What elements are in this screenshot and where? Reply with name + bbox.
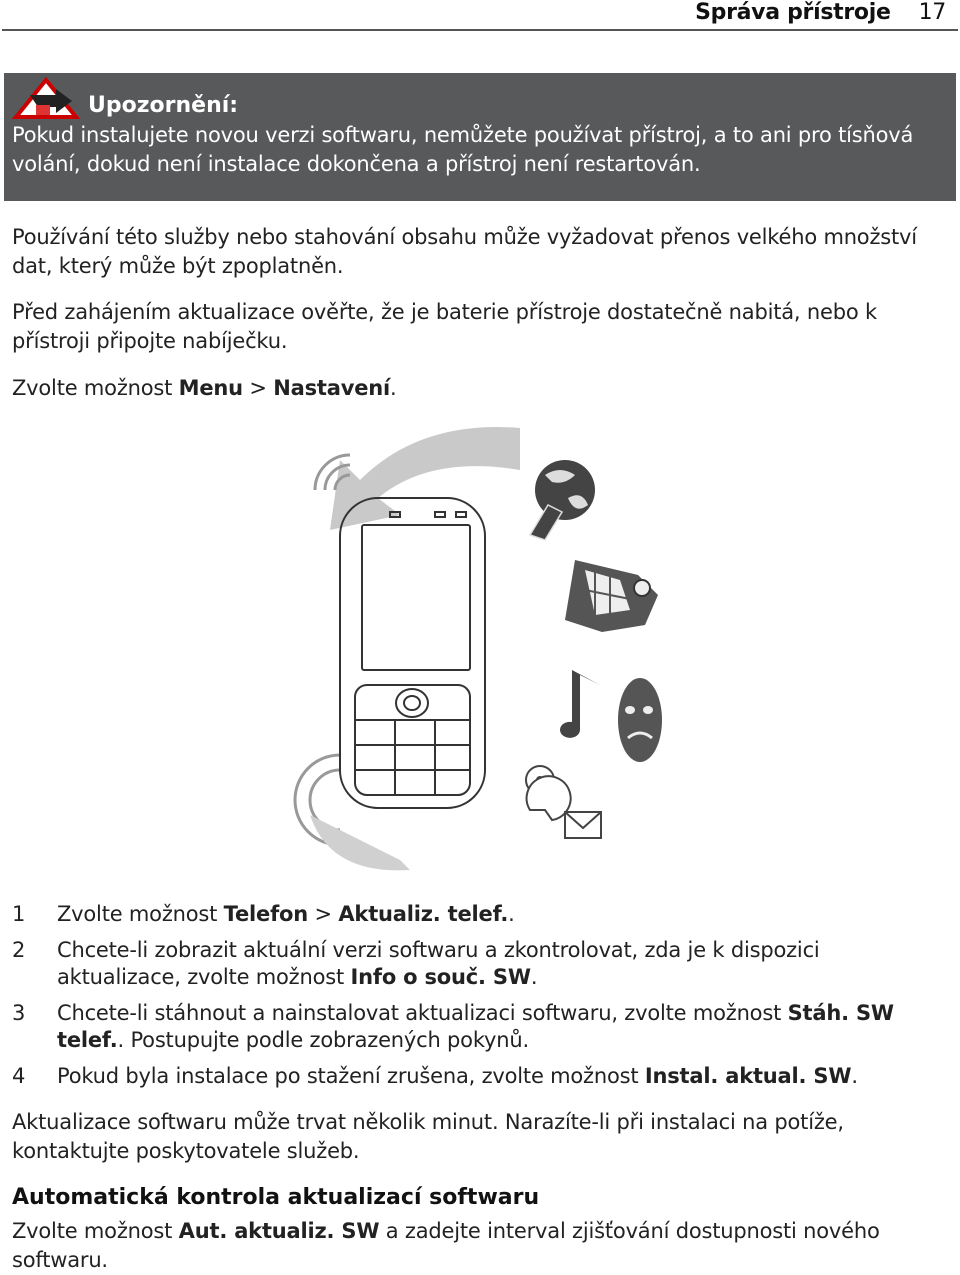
instal-option: Instal. aktual. SW [644,1064,852,1088]
map-icon [565,560,658,632]
phone-icon [340,498,485,808]
paragraph-battery: Před zahájením aktualizace ověřte, že je baterie přístroje dostatečně nabitá, nebo k přístroji připojte nabíječku. [12,300,877,353]
page-header [0,0,960,32]
globe-icon [530,460,595,540]
music-theatre-icon [560,670,662,762]
section-heading: Automatická kontrola aktualizací softwaru [12,1185,540,1210]
aut-aktualiz-option: Aut. aktualiz. SW [178,1219,380,1243]
header-rule [2,29,958,31]
paragraph-data-charges: Používání této služby nebo stahování obsahu může vyžadovat přenos velkého množství dat, který může být zpoplatněn. [12,225,917,278]
list-item: 3 Chcete-li stáhnout a nainstalovat aktualizaci softwaru, zvolte možnost Stáh. SW telef.. Postupujte podle zobrazených pokynů. [12,1001,894,1052]
paragraph-auto-update: Zvolte možnost Aut. aktualiz. SW a zadejte interval zjišťování dostupnosti nového softwaru. [12,1219,880,1272]
warning-box [4,73,956,201]
header-text [695,0,946,25]
stah-option: Stáh. SW telef. [57,1001,894,1052]
aktualiz-option: Aktualiz. telef. [338,902,509,926]
warning-triangle-hand-icon [12,77,82,121]
warning-title: Upozornění: [88,93,239,118]
chat-mail-icon [526,766,601,838]
warning-text: Pokud instalujete novou verzi softwaru, nemůžete používat přístroj, a to ani pro tísňová volání, dokud není instalace dokončena a přístroj není restartován. [12,123,914,176]
update-illustration [290,420,680,880]
info-option: Info o souč. SW [350,965,531,989]
step-list [12,901,942,1099]
paragraph-menu-path: Zvolte možnost Menu > Nastavení. [12,376,397,400]
settings-link: Nastavení [273,376,391,400]
menu-path-sep: > [242,376,274,400]
header-title: Správa přístroje [695,0,891,25]
list-item: 2 Chcete-li zobrazit aktuální verzi softwaru a zkontrolovat, zda je k dispozici aktualizace, zvolte možnost Info o souč. SW. [12,938,820,989]
telefon-option: Telefon [223,902,309,926]
menu-link: Menu [178,376,243,400]
list-item: 1 Zvolte možnost Telefon > Aktualiz. telef.. [12,902,515,926]
page-number: 17 [918,0,946,25]
arrow-icon [330,427,520,530]
list-item: 4 Pokud byla instalace po stažení zrušena, zvolte možnost Instal. aktual. SW. [12,1064,858,1088]
menu-path-prefix: Zvolte možnost [12,376,179,400]
paragraph-duration: Aktualizace softwaru může trvat několik minut. Narazíte-li při instalaci na potíže, kontaktujte poskytovatele služeb. [12,1110,844,1163]
